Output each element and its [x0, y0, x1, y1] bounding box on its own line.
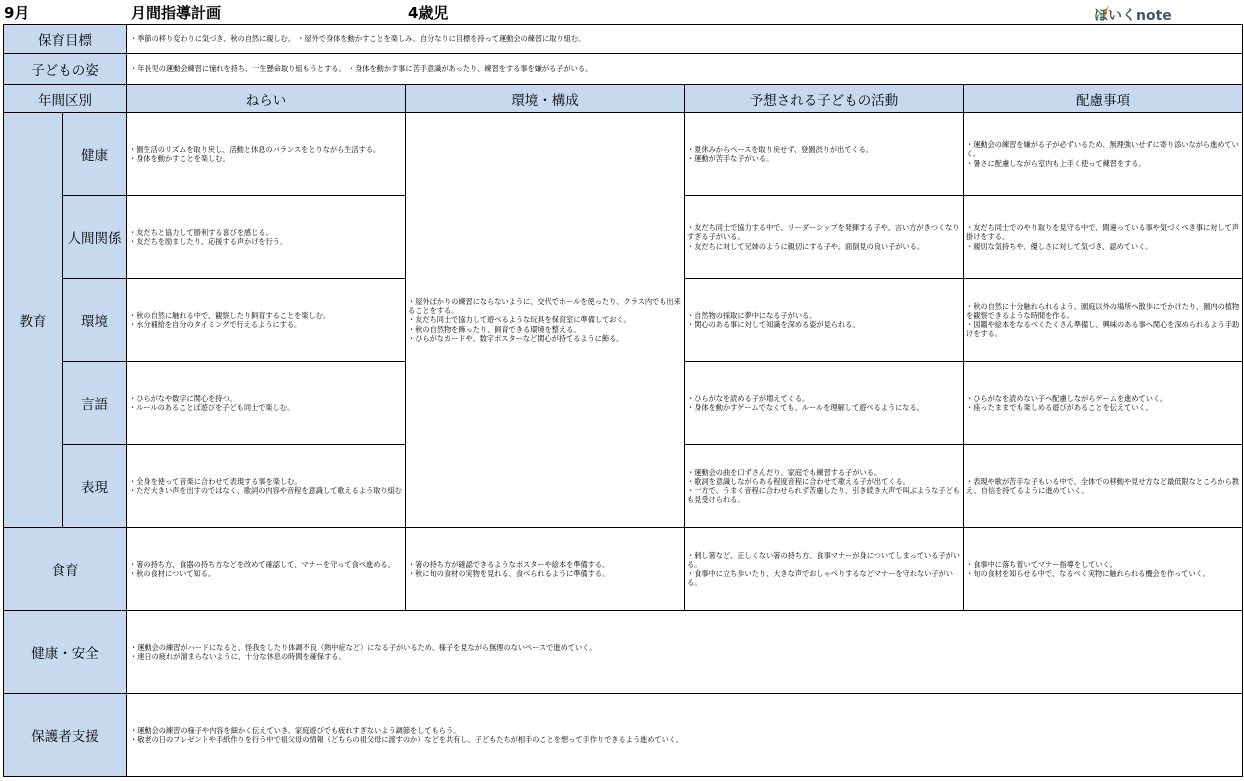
safety-label: 健康・安全 — [4, 611, 127, 694]
food-care: ・食事中に落ち着いてマナー指導をしていく。 ・旬の食材を知らせる中で、なるべく実物に触れられる機会を作っていく。 — [964, 528, 1243, 611]
safety-row — [4, 611, 1243, 694]
children-text: ・年長児の運動会練習に憧れを持ち、一生懸命取り組もうとする。 ・身体を動かす事に苦手意識があったり、練習をする事を嫌がる子がいる。 — [127, 54, 1243, 85]
aim-cell: ・全身を使って音楽に合わせて表現する事を楽しむ。 ・ただ大きい声を出すのではなく、歌詞の内容や音程を意識して歌えるよう取り組む — [127, 445, 406, 528]
page-header — [0, 0, 1244, 24]
guardian-row — [4, 694, 1243, 777]
area-label: 表現 — [63, 445, 127, 528]
food-row — [4, 528, 1243, 611]
care-cell: ・運動会の練習を嫌がる子が必ずいるため、無理強いせずに寄り添いながら進めていく。 ・暑さに配慮しながら室内も上手く使って練習をする。 — [964, 113, 1243, 196]
food-activity: ・刺し箸など、正しくない箸の持ち方、食事マナーが身についてしまっている子がいる。 ・食事中に立ち歩いたり、大きな声でおしゃべりするなどマナーを守れない子がいる。 — [685, 528, 964, 611]
environment-cell: ・屋外ばかりの練習にならないように、交代でホールを使ったり、クラス内でも出来ることをする。 ・友だち同士で協力して遊べるような玩具を保育室に準備しておく。 ・秋の自然物を飾ったり、飼育できる環境を整える。 ・ひらがなカードや、数字ポスターなど関心が持てるように飾る。 — [406, 113, 685, 528]
goal-label: 保育目標 — [4, 25, 127, 54]
aim-header: ねらい — [127, 85, 406, 113]
activity-header: 予想される子どもの活動 — [685, 85, 964, 113]
month-label: 9月 — [4, 4, 30, 22]
activity-cell: ・友だち同士で協力する中で、リーダーシップを発揮する子や、言い方がきつくなりすぎる子がいる。 ・友だちに対して兄姉のように親切にする子や、面倒見の良い子がいる。 — [685, 196, 964, 279]
brand-logo — [1094, 3, 1172, 24]
care-cell: ・表現や歌が苦手な子もいる中で、全体での移動や見せ方など最低限なところから教え、自信を持てるように進めていく。 — [964, 445, 1243, 528]
period-header: 年間区別 — [4, 85, 127, 113]
safety-text: ・運動会の練習がハードになると、怪我をしたり体調不良（熱中症など）になる子がいるため、様子を見ながら無理のないペースで進めていく。 ・連日の疲れが溜まらないように、十分な休息の時間を確保する。 — [127, 611, 1243, 694]
aim-cell: ・ひらがなや数字に関心を持つ。 ・ルールのあることば遊びを子ども同士で楽しむ。 — [127, 362, 406, 445]
care-cell: ・ひらがなを読めない子へ配慮しながらゲームを進めていく。 ・座ったままでも楽しめる遊びがあることを伝えていく。 — [964, 362, 1243, 445]
children-row — [4, 54, 1243, 85]
plan-title: 月間指導計画 — [131, 4, 222, 22]
activity-cell: ・自然物の採取に夢中になる子がいる。 ・関心のある事に対して知識を深める姿が見られる。 — [685, 279, 964, 362]
education-label: 教育 — [4, 113, 63, 528]
care-cell: ・友だち同士でのやり取りを見守る中で、間違っている事や気づくべき事に対して声掛けをする。 ・親切な気持ちや、優しさに対して気づき、認めていく。 — [964, 196, 1243, 279]
aim-cell: ・秋の自然に触れる中で、観察したり飼育することを楽しむ。 ・水分補給を自分のタイミングで行えるようにする。 — [127, 279, 406, 362]
environment-header: 環境・構成 — [406, 85, 685, 113]
food-aim: ・箸の持ち方、食器の持ち方などを改めて確認して、マナーを守って食べ進める。 ・秋の食材について知る。 — [127, 528, 406, 611]
food-environment: ・箸の持ち方が確認できるようなポスターや絵本を準備する。 ・秋に旬の食材の実物を見れる、食べられるように準備する。 — [406, 528, 685, 611]
area-label: 人間関係 — [63, 196, 127, 279]
care-cell: ・秋の自然に十分触れられるよう、園庭以外の場所へ散歩にでかけたり、園内の植物を観察できるような時間を作る。 ・図鑑や絵本をなるべくたくさん準備し、興味のある事へ関心を深められるよう手助けをする。 — [964, 279, 1243, 362]
monthly-plan-table — [3, 24, 1243, 777]
column-header-row — [4, 85, 1243, 113]
care-header: 配慮事項 — [964, 85, 1243, 113]
guardian-label: 保護者支援 — [4, 694, 127, 777]
activity-cell: ・運動会の曲を口ずさんだり、家庭でも練習する子がいる。 ・歌詞を意識しながらある程度音程に合わせて歌える子が出てくる。 ・一方で、うまく音程に合わせられず苦慮したり、引き続き大声で叫ぶような子どもも見受けられる。 — [685, 445, 964, 528]
area-label: 健康 — [63, 113, 127, 196]
children-label: 子どもの姿 — [4, 54, 127, 85]
guardian-text: ・運動会の練習の様子や内容を細かく伝えていき、家庭遊びでも疲れすぎないよう調節をしてもらう。 ・敬老の日のプレゼントや手紙作りを行う中で祖父母の情報（どちらの祖父母に渡すのか）などを共有し、子どもたちが相手のことを想って手作りできるよう進めていく。 — [127, 694, 1243, 777]
age-label: 4歳児 — [408, 4, 449, 22]
area-label: 言語 — [63, 362, 127, 445]
aim-cell: ・友だちと協力して勝利する喜びを感じる。 ・友だちを励ましたり、応援する声かけを行う。 — [127, 196, 406, 279]
goal-row — [4, 25, 1243, 54]
activity-cell: ・夏休みからペースを取り戻せず、登園渋りが出てくる。 ・運動が苦手な子がいる。 — [685, 113, 964, 196]
education-row-health — [4, 113, 1243, 196]
goal-text: ・季節の移り変わりに気づき、秋の自然に親しむ。 ・屋外で身体を動かすことを楽しみ、自分なりに目標を持って運動会の練習に取り組む。 — [127, 25, 1243, 54]
food-label: 食育 — [4, 528, 127, 611]
activity-cell: ・ひらがなを読める子が増えてくる。 ・身体を動かすゲームでなくても、ルールを理解して遊べるようになる。 — [685, 362, 964, 445]
aim-cell: ・園生活のリズムを取り戻し、活動と休息のバランスをとりながら生活する。 ・身体を動かすことを楽しむ。 — [127, 113, 406, 196]
area-label: 環境 — [63, 279, 127, 362]
logo-text: ほいくnote — [1094, 8, 1172, 24]
